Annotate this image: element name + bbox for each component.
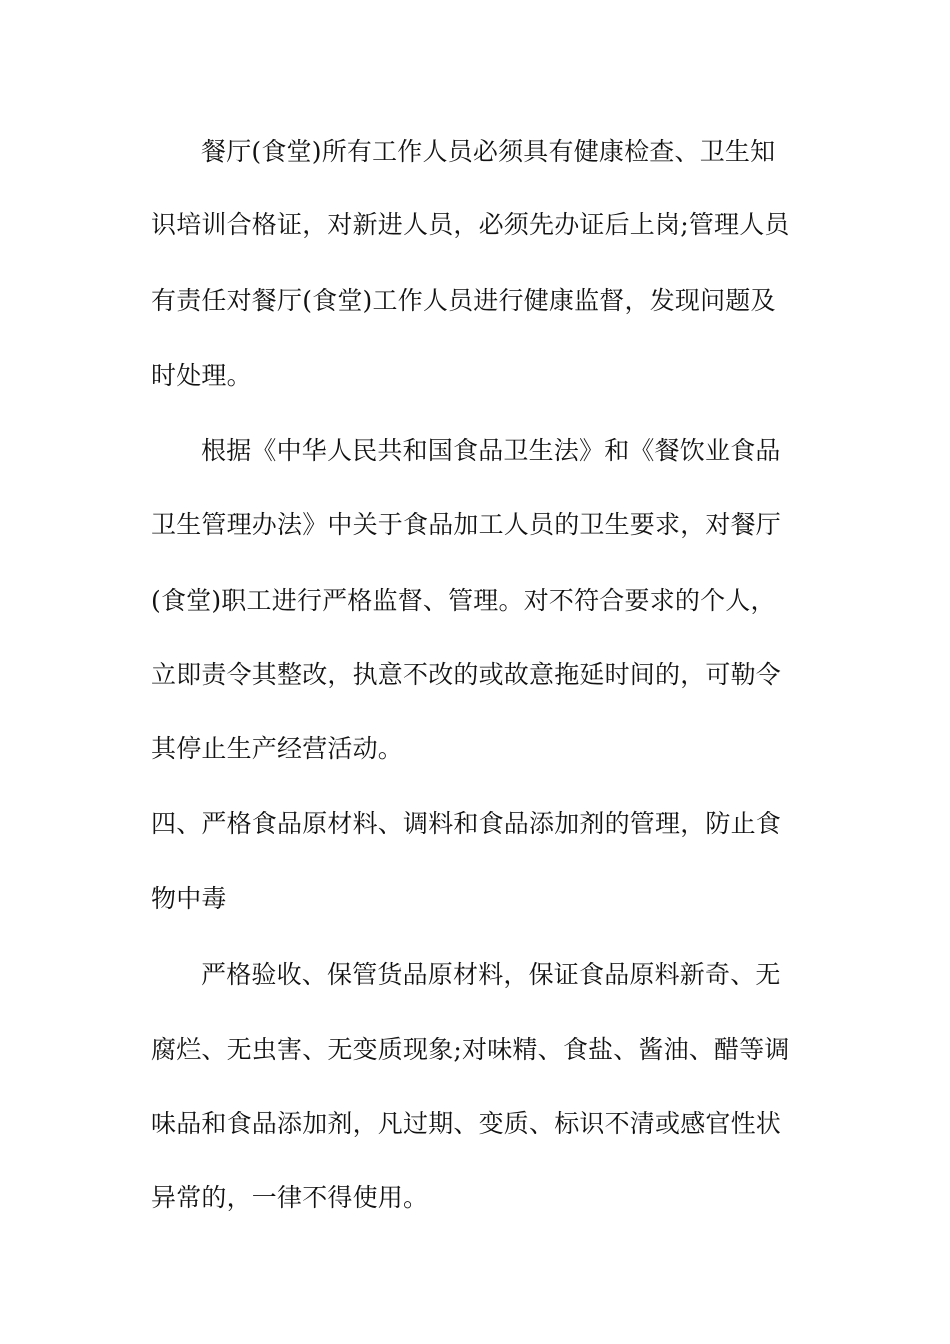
paragraph-1-line-4: 时处理。 bbox=[151, 361, 252, 390]
paragraph-3-line-1: 严格验收、保管货品原材料，保证食品原料新奇、无 bbox=[201, 960, 781, 989]
paragraph-1-line-3: 有责任对餐厅(食堂)工作人员进行健康监督，发现问题及 bbox=[151, 286, 776, 315]
paragraph-3-line-3: 味品和食品添加剂，凡过期、变质、标识不清或感官性状 bbox=[151, 1109, 782, 1138]
paragraph-2-line-2: 卫生管理办法》中关于食品加工人员的卫生要求，对餐厅 bbox=[151, 510, 782, 539]
paragraph-1-line-1: 餐厅(食堂)所有工作人员必须具有健康检查、卫生知 bbox=[201, 137, 776, 166]
paragraph-2-line-5: 其停止生产经营活动。 bbox=[151, 734, 404, 763]
paragraph-2-line-4: 立即责令其整改，执意不改的或故意拖延时间的，可勒令 bbox=[151, 660, 782, 689]
paragraph-2-line-3: (食堂)职工进行严格监督、管理。对不符合要求的个人， bbox=[151, 586, 776, 615]
section-heading-line-2: 物中毒 bbox=[151, 884, 227, 913]
paragraph-3-line-4: 异常的，一律不得使用。 bbox=[151, 1183, 429, 1212]
paragraph-3-line-2: 腐烂、无虫害、无变质现象;对味精、食盐、酱油、醋等调 bbox=[151, 1035, 790, 1064]
section-heading-line-1: 四、严格食品原材料、调料和食品添加剂的管理，防止食 bbox=[151, 809, 782, 838]
paragraph-1-line-2: 识培训合格证，对新进人员，必须先办证后上岗;管理人员 bbox=[151, 210, 790, 239]
paragraph-2-line-1: 根据《中华人民共和国食品卫生法》和《餐饮业食品 bbox=[201, 436, 781, 465]
